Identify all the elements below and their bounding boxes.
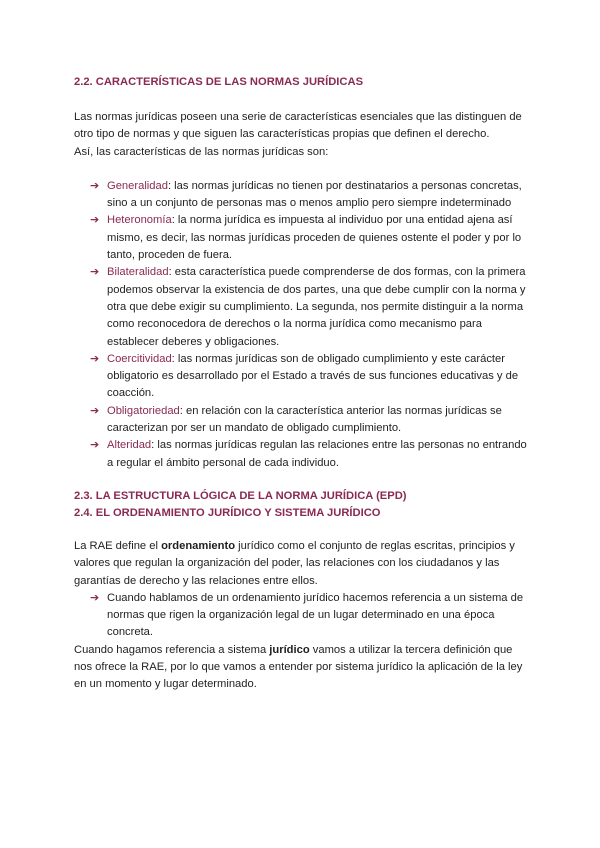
item-term: Bilateralidad <box>107 266 169 279</box>
section-2-3-heading: 2.3. LA ESTRUCTURA LÓGICA DE LA NORMA JURÍDICA (EPD) <box>74 489 407 502</box>
ordenamiento-list <box>74 590 528 642</box>
list-item <box>90 403 528 438</box>
section-2-2-intro: Las normas jurídicas poseen una serie de características esenciales que las distinguen de otro tipo de normas y que siguen las características propias que definen el derecho. <box>74 111 522 141</box>
item-term: Coercitividad <box>107 352 172 365</box>
item-term: Obligatoriedad <box>107 404 180 417</box>
list-item <box>90 590 528 642</box>
arrow-right-icon: ➔ <box>90 404 100 417</box>
p1-before: La RAE define el <box>74 539 162 552</box>
arrow-right-icon: ➔ <box>90 179 100 192</box>
section-2-4-paragraph-2 <box>74 642 528 694</box>
section-2-4-paragraph-1 <box>74 538 528 590</box>
arrow-right-icon: ➔ <box>90 439 100 452</box>
p2-bold: jurídico <box>269 643 310 656</box>
list-item <box>90 351 528 403</box>
item-term: Heteronomía <box>107 214 172 227</box>
p2-after: vamos a utilizar la tercera definición que nos ofrece la RAE, por lo que vamos a entender por sistema jurídico la aplicación de la ley en un momento y lugar determinado. <box>74 643 523 691</box>
arrow-right-icon: ➔ <box>90 352 100 365</box>
list-item <box>90 212 528 264</box>
item-text: : las normas jurídicas son de obligado cumplimiento y este carácter obligatorio es desarrollado por el Estado a través de sus funciones educativas y de coacción. <box>107 352 519 400</box>
p1-after: jurídico como el conjunto de reglas escritas, principios y valores que regulan la organización del poder, las relaciones con los ciudadanos y las garantías de derecho y las relaciones entre ellos. <box>74 539 515 587</box>
arrow-right-icon: ➔ <box>90 214 100 227</box>
p1-bold: ordenamiento <box>161 539 236 552</box>
item-term: Alteridad <box>107 439 152 452</box>
item-text: : esta característica puede comprenderse de dos formas, con la primera podemos observar la existencia de dos partes, una que debe cumplir con la norma y otra que debe exigir su cumplimiento. La segunda, nos permite distinguir a la norma como reconocedora de derechos o la norma jurídica como mecanismo para establecer deberes y obligaciones. <box>107 266 526 348</box>
item-text: Cuando hablamos de un ordenamiento jurídico hacemos referencia a un sistema de normas que rigen la organización legal de un lugar determinado en una época concreta. <box>107 591 524 639</box>
list-item <box>90 178 528 213</box>
p2-before: Cuando hagamos referencia a sistema <box>74 643 270 656</box>
item-text: : en relación con la característica anterior las normas jurídicas se caracterizan por ser un mandato de obligado cumplimiento. <box>107 404 502 435</box>
list-item <box>90 264 528 350</box>
item-text: : las normas jurídicas regulan las relaciones entre las personas no entrando a regular el ámbito personal de cada individuo. <box>107 439 527 469</box>
section-2-2-lead: Así, las características de las normas jurídicas son: <box>74 145 329 158</box>
list-item <box>90 437 528 472</box>
characteristics-list <box>74 178 528 472</box>
section-2-4-heading: 2.4. EL ORDENAMIENTO JURÍDICO Y SISTEMA JURÍDICO <box>74 506 381 519</box>
item-text: : la norma jurídica es impuesta al individuo por una entidad ajena así mismo, es decir, las normas jurídicas proceden de quienes ostente el poder y por lo tanto, proceden de fuera. <box>107 214 522 262</box>
item-text: : las normas jurídicas no tienen por destinatarios a personas concretas, sino a un conjunto de personas mas o menos amplio pero siempre indeterminado <box>107 179 522 210</box>
arrow-right-icon: ➔ <box>90 266 100 279</box>
arrow-right-icon: ➔ <box>90 591 100 604</box>
item-term: Generalidad <box>107 179 168 192</box>
section-2-2-heading: 2.2. CARACTERÍSTICAS DE LAS NORMAS JURÍDICAS <box>74 76 364 88</box>
